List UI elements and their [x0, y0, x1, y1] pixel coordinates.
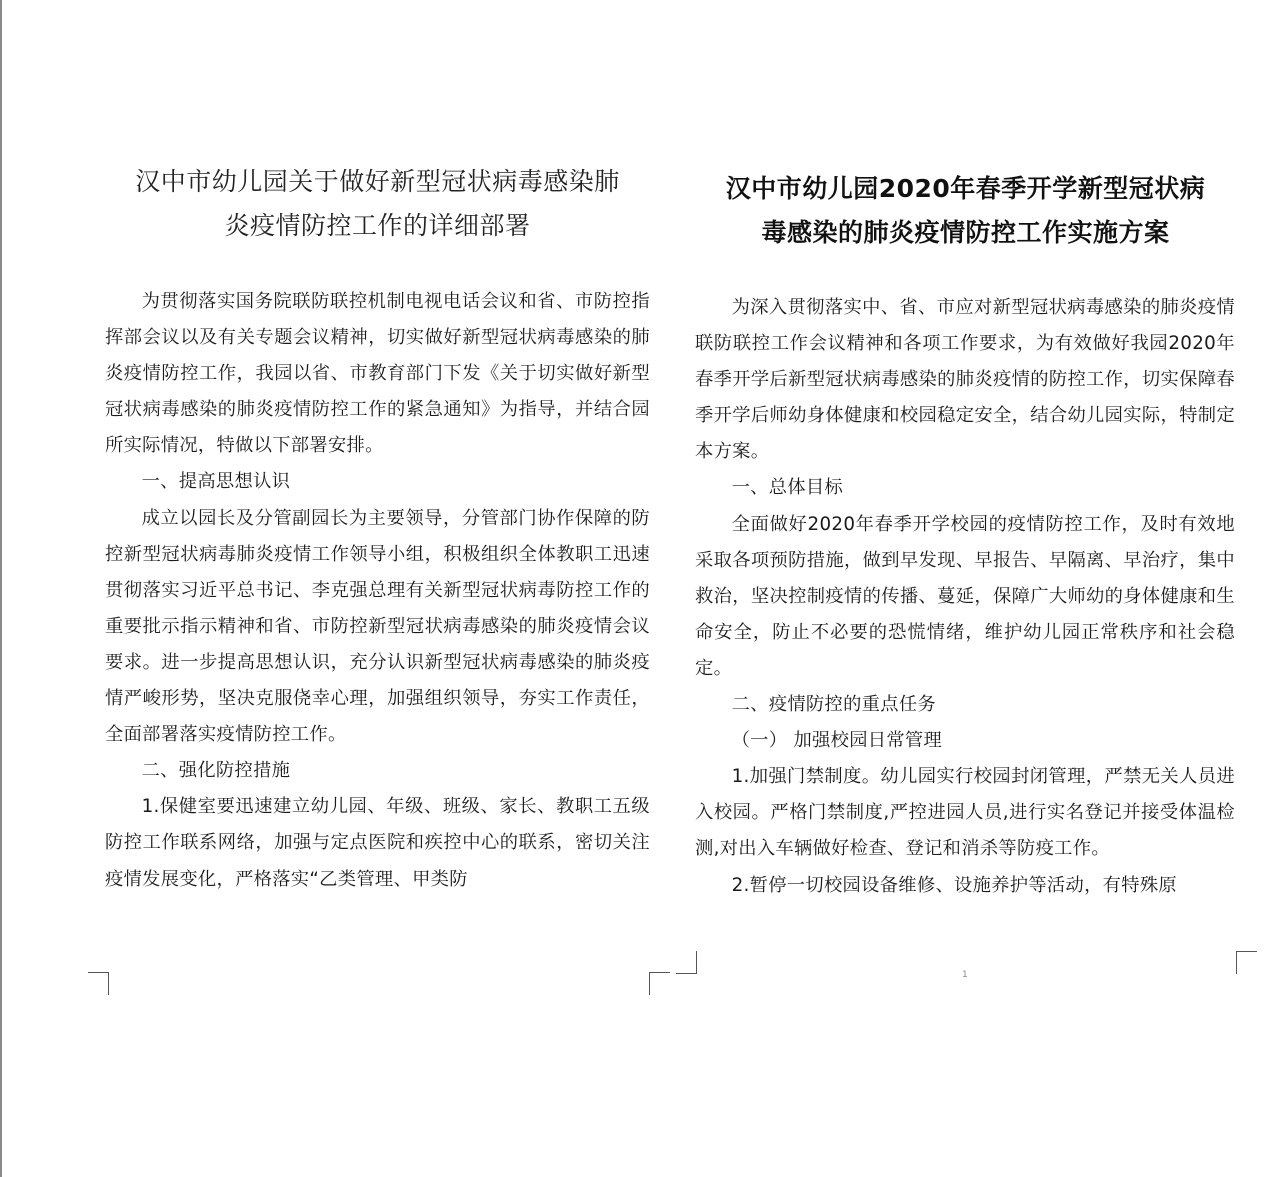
right-title-line-2: 毒感染的肺炎疫情防控工作实施方案 [761, 218, 1170, 247]
right-title-line-1: 汉中市幼儿园2020年春季开学新型冠状病 [725, 174, 1206, 203]
window-left-edge [0, 0, 2, 1177]
right-document-title [693, 167, 1238, 255]
right-page-number: 1 [962, 970, 968, 980]
left-page-bottom-right-margin-mark [649, 972, 670, 995]
right-subsection-heading-1: （一） 加强校园日常管理 [731, 730, 943, 752]
right-page-bottom-right-margin-mark [1236, 951, 1257, 974]
left-paragraph-intro: 为贯彻落实国务院联防联控机制电视电话会议和省、市防控指挥部会议以及有关专题会议精神，切实做好新型冠状病毒感染的肺炎疫情防控工作，我园以省、市教育部门下发《关于切实做好新型冠状病毒感染的肺炎疫情防控工作的紧急通知》为指导，并结合园所实际情况，特做以下部署安排。 [105, 291, 650, 457]
right-paragraph-goals: 全面做好2020年春季开学校园的疫情防控工作，及时有效地采取各项预防措施，做到早发现、早报告、早隔离、早治疗，集中救治，坚决控制疫情的传播、蔓延，保障广大师幼的身体健康和生命安全，防止不必要的恐慌情绪，维护幼儿园正常秩序和社会稳定。 [695, 513, 1235, 679]
right-section-heading-1: 一、总体目标 [731, 477, 844, 499]
left-document-title [105, 160, 650, 248]
right-paragraph-item-1: 1.加强门禁制度。幼儿园实行校园封闭管理，严禁无关人员进入校园。严格门禁制度,严控进园人员,进行实名登记并接受体温检测,对出入车辆做好检查、登记和消杀等防疫工作。 [695, 766, 1235, 860]
left-section-heading-2: 二、强化防控措施 [141, 760, 291, 782]
left-title-line-2: 炎疫情防控工作的详细部署 [224, 211, 531, 240]
left-title-line-1: 汉中市幼儿园关于做好新型冠状病毒感染肺 [135, 167, 620, 196]
right-page-bottom-left-margin-mark [676, 951, 697, 974]
right-paragraph-item-2: 2.暂停一切校园设备维修、设施养护等活动，有特殊原 [731, 874, 1178, 896]
right-paragraph-intro: 为深入贯彻落实中、省、市应对新型冠状病毒感染的肺炎疫情联防联控工作会议精神和各项工作要求，为有效做好我园2020年春季开学后新型冠状病毒感染的肺炎疫情的防控工作，切实保障春季开学后师幼身体健康和校园稳定安全，结合幼儿园实际，特制定本方案。 [695, 297, 1235, 463]
left-page-bottom-left-margin-mark [88, 972, 109, 995]
right-document-body [695, 290, 1235, 904]
left-paragraph-item-1: 1.保健室要迅速建立幼儿园、年级、班级、家长、教职工五级防控工作联系网络，加强与定点医院和疾控中心的联系，密切关注疫情发展变化，严格落实“乙类管理、甲类防 [105, 796, 650, 890]
right-section-heading-2: 二、疫情防控的重点任务 [731, 694, 936, 716]
left-document-body [105, 284, 650, 898]
left-paragraph-section-1: 成立以园长及分管副园长为主要领导，分管部门协作保障的防控新型冠状病毒肺炎疫情工作领导小组，积极组织全体教职工迅速贯彻落实习近平总书记、李克强总理有关新型冠状病毒防控工作的重要批示指示精神和省、市防控新型冠状病毒感染的肺炎疫情会议要求。进一步提高思想认识，充分认识新型冠状病毒感染的肺炎疫情严峻形势，坚决克服侥幸心理，加强组织领导，夯实工作责任，全面部署落实疫情防控工作。 [105, 507, 650, 746]
left-section-heading-1: 一、提高思想认识 [141, 471, 291, 493]
